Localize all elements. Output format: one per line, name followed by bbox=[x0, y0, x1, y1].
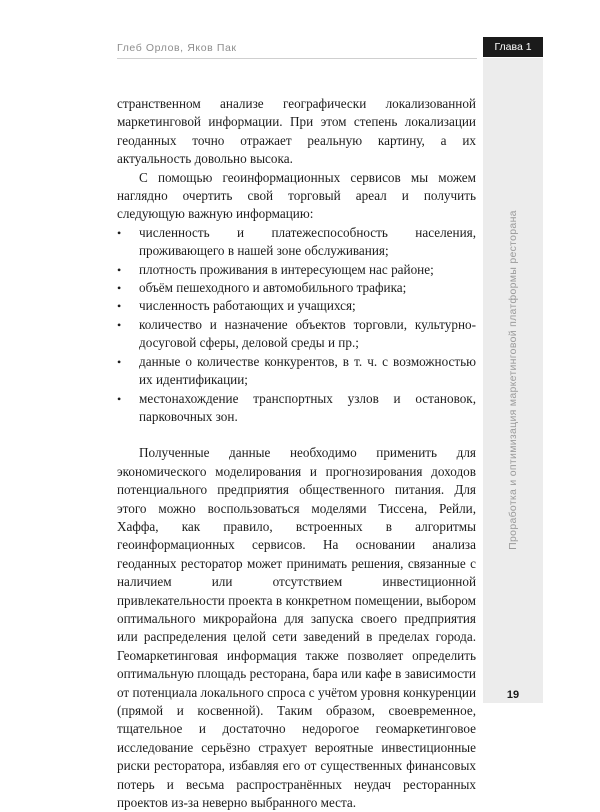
header-rule bbox=[117, 58, 477, 59]
paragraph-continuation: странственном анализе географически локализованной маркетинговой информации. При этом степень локализации геоданных точно отражает реальную картину, а их актуальность довольно высока. bbox=[117, 96, 476, 167]
chapter-tab: Глава 1 bbox=[483, 37, 543, 57]
paragraph-gap bbox=[117, 426, 476, 444]
list-item: • численность и платежеспособность населения, проживающего в нашей зоне обслуживания; bbox=[117, 224, 476, 261]
paragraph-intro: С помощью геоинформационных сервисов мы можем наглядно очертить свой торговый ареал и получить следующую важную информацию: bbox=[117, 169, 476, 222]
paragraph-main: Полученные данные необходимо применить для экономического моделирования и прогнозирования доходов потенциального предприятия общественного питания. Для этого можно воспользоваться моделями Тиссена, Рейли, Хаффа, как правило, встроенных в алгоритмы геоинформационных сервисов. На основании анализа геоданных ресторатор может принимать решения, связанные с наличием или отсутствием инвестиционной привлекательности проекта в конкретном помещении, выбором оптимального микрорайона для запуска своего предприятия или распределения целой сети заведений в пределах города. Геомаркетинговая информация также позволяет определить оптимальную площадь ресторана, бара или кафе в зависимости от потенциала локального спроса с учётом уровня конкуренции (прямой и косвенной). Таким образом, своевременное, тщательное и достаточно недорогое геомаркетинговое исследование серьёзно страхует вероятные инвестиционные риски ресторатора, избавляя его от существенных финансовых потерь и весьма распространённых неудач ресторанных проектов из-за неверно выбранного места. bbox=[117, 445, 476, 811]
page-number: 19 bbox=[506, 689, 520, 701]
body-text bbox=[117, 95, 476, 812]
list-item: • местонахождение транспортных узлов и остановок, парковочных зон. bbox=[117, 390, 476, 427]
list-item: • объём пешеходного и автомобильного трафика; bbox=[117, 279, 476, 297]
list-item: • плотность проживания в интересующем нас районе; bbox=[117, 261, 476, 279]
list-item: • данные о количестве конкурентов, в т. ч. с возможностью их идентификации; bbox=[117, 353, 476, 390]
list-item: • количество и назначение объектов торговли, культурно-досуговой сферы, деловой среды и пр.; bbox=[117, 316, 476, 353]
list-item: • численность работающих и учащихся; bbox=[117, 297, 476, 315]
running-head-authors: Глеб Орлов, Яков Пак bbox=[117, 42, 237, 54]
vertical-section-title: Проработка и оптимизация маркетинговой платформы ресторана bbox=[507, 210, 519, 550]
bullet-list bbox=[117, 224, 476, 426]
